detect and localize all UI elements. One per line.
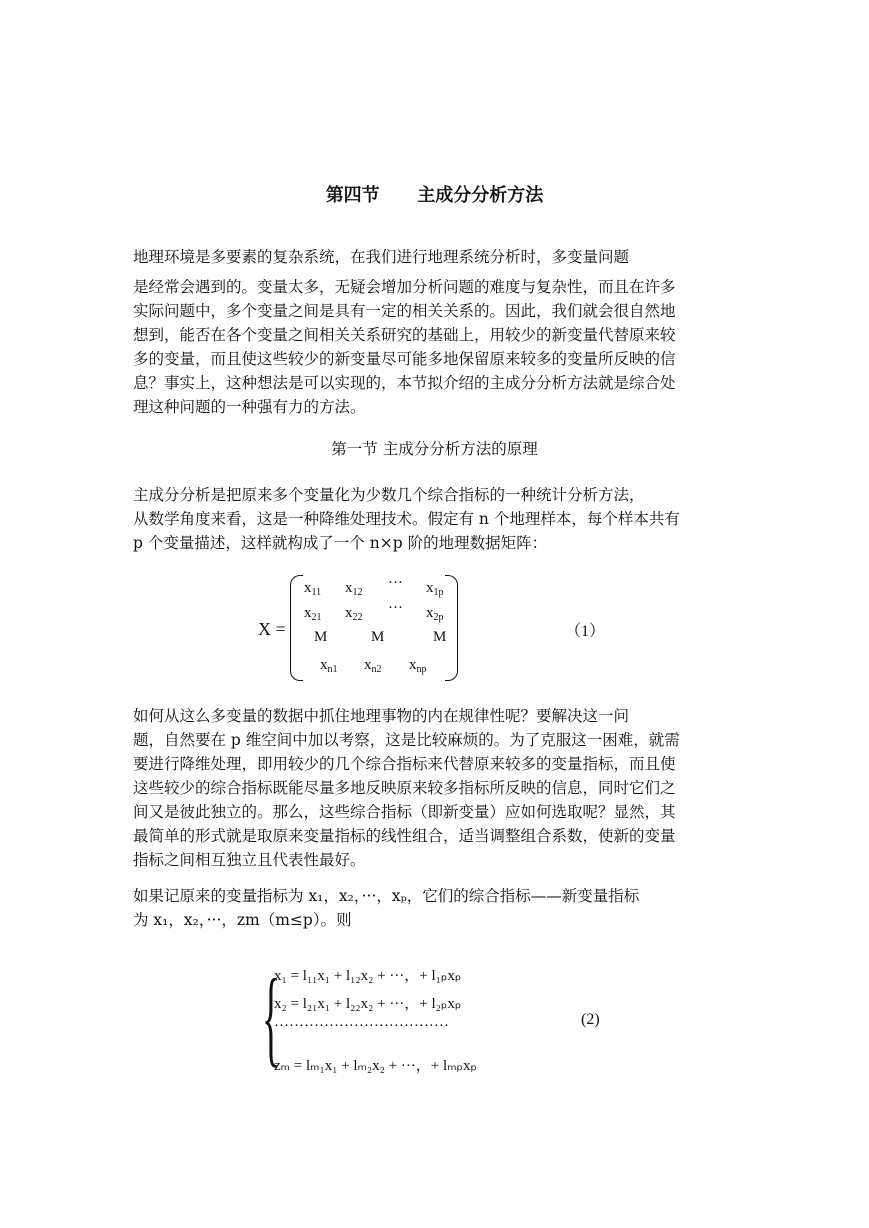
matrix-cell: $x_{21}$ [304,605,322,623]
text-line: 如果记原来的变量指标为 x₁，x₂，···，xₚ，它们的综合指标——新变量指标 [133,887,640,905]
text-line: 这些较少的综合指标既能尽量多地反映原来较多指标所反映的信息，同时它们之 [133,779,676,797]
text-line: 息？事实上，这种想法是可以实现的，本节拟介绍的主成分分析方法就是综合处 [133,374,676,392]
text-line: 间又是彼此独立的。那么，这些综合指标（即新变量）应如何选取呢？显然，其 [133,803,676,821]
matrix-ellipsis: ··· [388,600,403,616]
text-line: 是经常会遇到的。变量太多，无疑会增加分析问题的难度与复杂性，而且在许多 [133,278,676,296]
matrix-cell: $x_{12}$ [345,580,363,598]
matrix-cell: $x_{2p}$ [426,605,444,623]
matrix-cell: $x_{n2}$ [364,657,382,675]
text-line: p 个变量描述，这样就构成了一个 n×p 阶的地理数据矩阵： [133,534,548,552]
matrix-cell: $x_{n1}$ [320,657,338,675]
subsection-heading: 第一节 主成分分析方法的原理 [331,440,538,458]
matrix-cell: M [433,629,447,645]
matrix-cell: $x_{np}$ [409,657,427,675]
text-line: 多的变量，而且使这些较少的新变量尽可能多地保留原来较多的变量所反映的信 [133,350,676,368]
left-brace: { [262,958,281,1077]
text-line: 主成分分析是把原来多个变量化为少数几个综合指标的一种统计分析方法， [133,486,645,504]
matrix-cell: M [371,629,385,645]
matrix-ellipsis: ··· [388,575,403,591]
text-line: 想到，能否在各个变量之间相关关系研究的基础上，用较少的新变量代替原来较 [133,326,676,344]
equation-line: x₂ = l₂₁x₁ + l₂₂x₂ + ···，+ l₂ₚxₚ [274,996,462,1012]
matrix-lhs: X = [258,619,286,639]
intro-paragraph [133,245,741,419]
equation-line: x₁ = l₁₁x₁ + l₁₂x₂ + ···，+ l₁ₚxₚ [274,968,462,984]
equation-number: (2) [581,1011,600,1028]
right-bracket [445,575,458,681]
equation-system [262,960,522,1080]
equation-line: zₘ = lₘ₁x₁ + lₘ₂x₂ + ···，+ lₘₚxₚ [274,1058,477,1074]
matrix-cell: $x_{22}$ [345,605,363,623]
dimension-reduction-paragraph [133,704,741,872]
section-title: 第四节 主成分分析方法 [325,185,544,206]
matrix-cell: M [314,629,328,645]
text-line: 实际问题中，多个变量之间是具有一定的相关关系的。因此，我们就会很自然地 [133,302,676,320]
data-matrix [258,575,478,685]
text-line: 理这种问题的一种强有力的方法。 [133,398,366,416]
principle-paragraph [133,483,741,555]
equation-number: （1） [565,623,606,640]
text-line: 如何从这么多变量的数据中抓住地理事物的内在规律性呢？要解决这一问 [133,707,630,725]
matrix-cell: $x_{11}$ [304,580,322,598]
text-line: 从数学角度来看，这是一种降维处理技术。假定有 n 个地理样本，每个样本共有 [133,510,680,528]
equation-ellipsis: ··································· [274,1018,449,1034]
text-line: 地理环境是多要素的复杂系统，在我们进行地理系统分析时，多变量问题 [133,248,630,266]
left-bracket [290,575,303,681]
matrix-cell: $x_{1p}$ [426,580,444,598]
text-line: 指标之间相互独立且代表性最好。 [133,851,366,869]
text-line: 最简单的形式就是取原来变量指标的线性组合，适当调整组合系数，使新的变量 [133,827,676,845]
text-line: 要进行降维处理，即用较少的几个综合指标来代替原来较多的变量指标，而且使 [133,755,676,773]
text-line: 为 x₁，x₂，···，zm（m≤p）。则 [133,911,352,929]
text-line: 题，自然要在 p 维空间中加以考察，这是比较麻烦的。为了克服这一困难，就需 [133,731,680,749]
variables-paragraph [133,884,741,932]
